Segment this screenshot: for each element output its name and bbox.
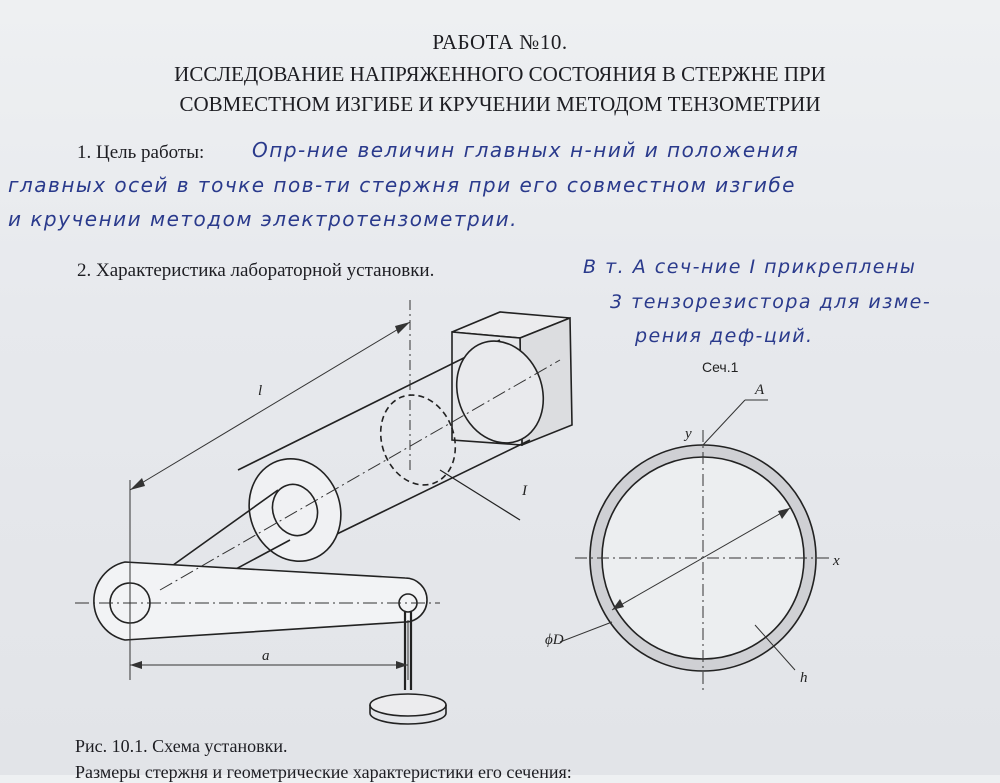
- goal-handwriting-line-2: главных осей в точке пов-ти стержня при его совместном изгибе: [8, 173, 796, 197]
- goal-handwriting-line-1: Опр-ние величин главных н-ний и положения: [252, 138, 800, 162]
- setup-handwriting-line-2: 3 тензорезистора для изме-: [610, 291, 932, 313]
- goal-handwriting-line-3: и кручении методом электротензометрии.: [8, 207, 519, 231]
- cross-section: [545, 359, 840, 690]
- tube-collar: [235, 446, 355, 575]
- setup-handwriting-line-3: рения деф-ций.: [635, 325, 814, 347]
- point-a-leader: [703, 400, 745, 445]
- length-label: l: [258, 383, 263, 399]
- diameter-leader: [560, 622, 612, 642]
- figure-caption: Рис. 10.1. Схема установки.: [75, 736, 288, 756]
- work-number: РАБОТА №10.: [432, 30, 568, 54]
- setup-handwriting-line-1: В т. А сеч-ние I прикреплены: [583, 256, 917, 278]
- length-arrow-start: [130, 478, 145, 490]
- goal-label: 1. Цель работы:: [77, 142, 205, 163]
- section-title: Сеч.1: [702, 359, 739, 375]
- thickness-label: h: [800, 670, 808, 686]
- setup-label: 2. Характеристика лабораторной установки.: [77, 260, 435, 281]
- length-arrow-end: [395, 322, 410, 334]
- section-mark-label: I: [522, 483, 527, 499]
- weight-top: [370, 694, 446, 716]
- point-a-label: A: [755, 382, 765, 398]
- lever-arm: [94, 562, 427, 640]
- arm-arrow-start: [130, 661, 142, 669]
- diameter-label: ϕD: [545, 632, 564, 648]
- section-i-leader: [440, 470, 520, 520]
- work-title-line-2: СОВМЕСТНОМ ИЗГИБЕ И КРУЧЕНИИ МЕТОДОМ ТЕНЗОМЕТРИИ: [179, 92, 821, 116]
- dimensions-heading: Размеры стержня и геометрические характеристики его сечения:: [75, 762, 572, 782]
- arm-arrow-end: [396, 661, 408, 669]
- arm-length-label: a: [262, 648, 270, 664]
- tube-centerline: [160, 360, 560, 590]
- y-axis-label: y: [685, 426, 692, 442]
- x-axis-label: x: [833, 553, 840, 569]
- work-title-line-1: ИССЛЕДОВАНИЕ НАПРЯЖЕННОГО СОСТОЯНИЯ В СТЕРЖНЕ ПРИ: [174, 62, 826, 86]
